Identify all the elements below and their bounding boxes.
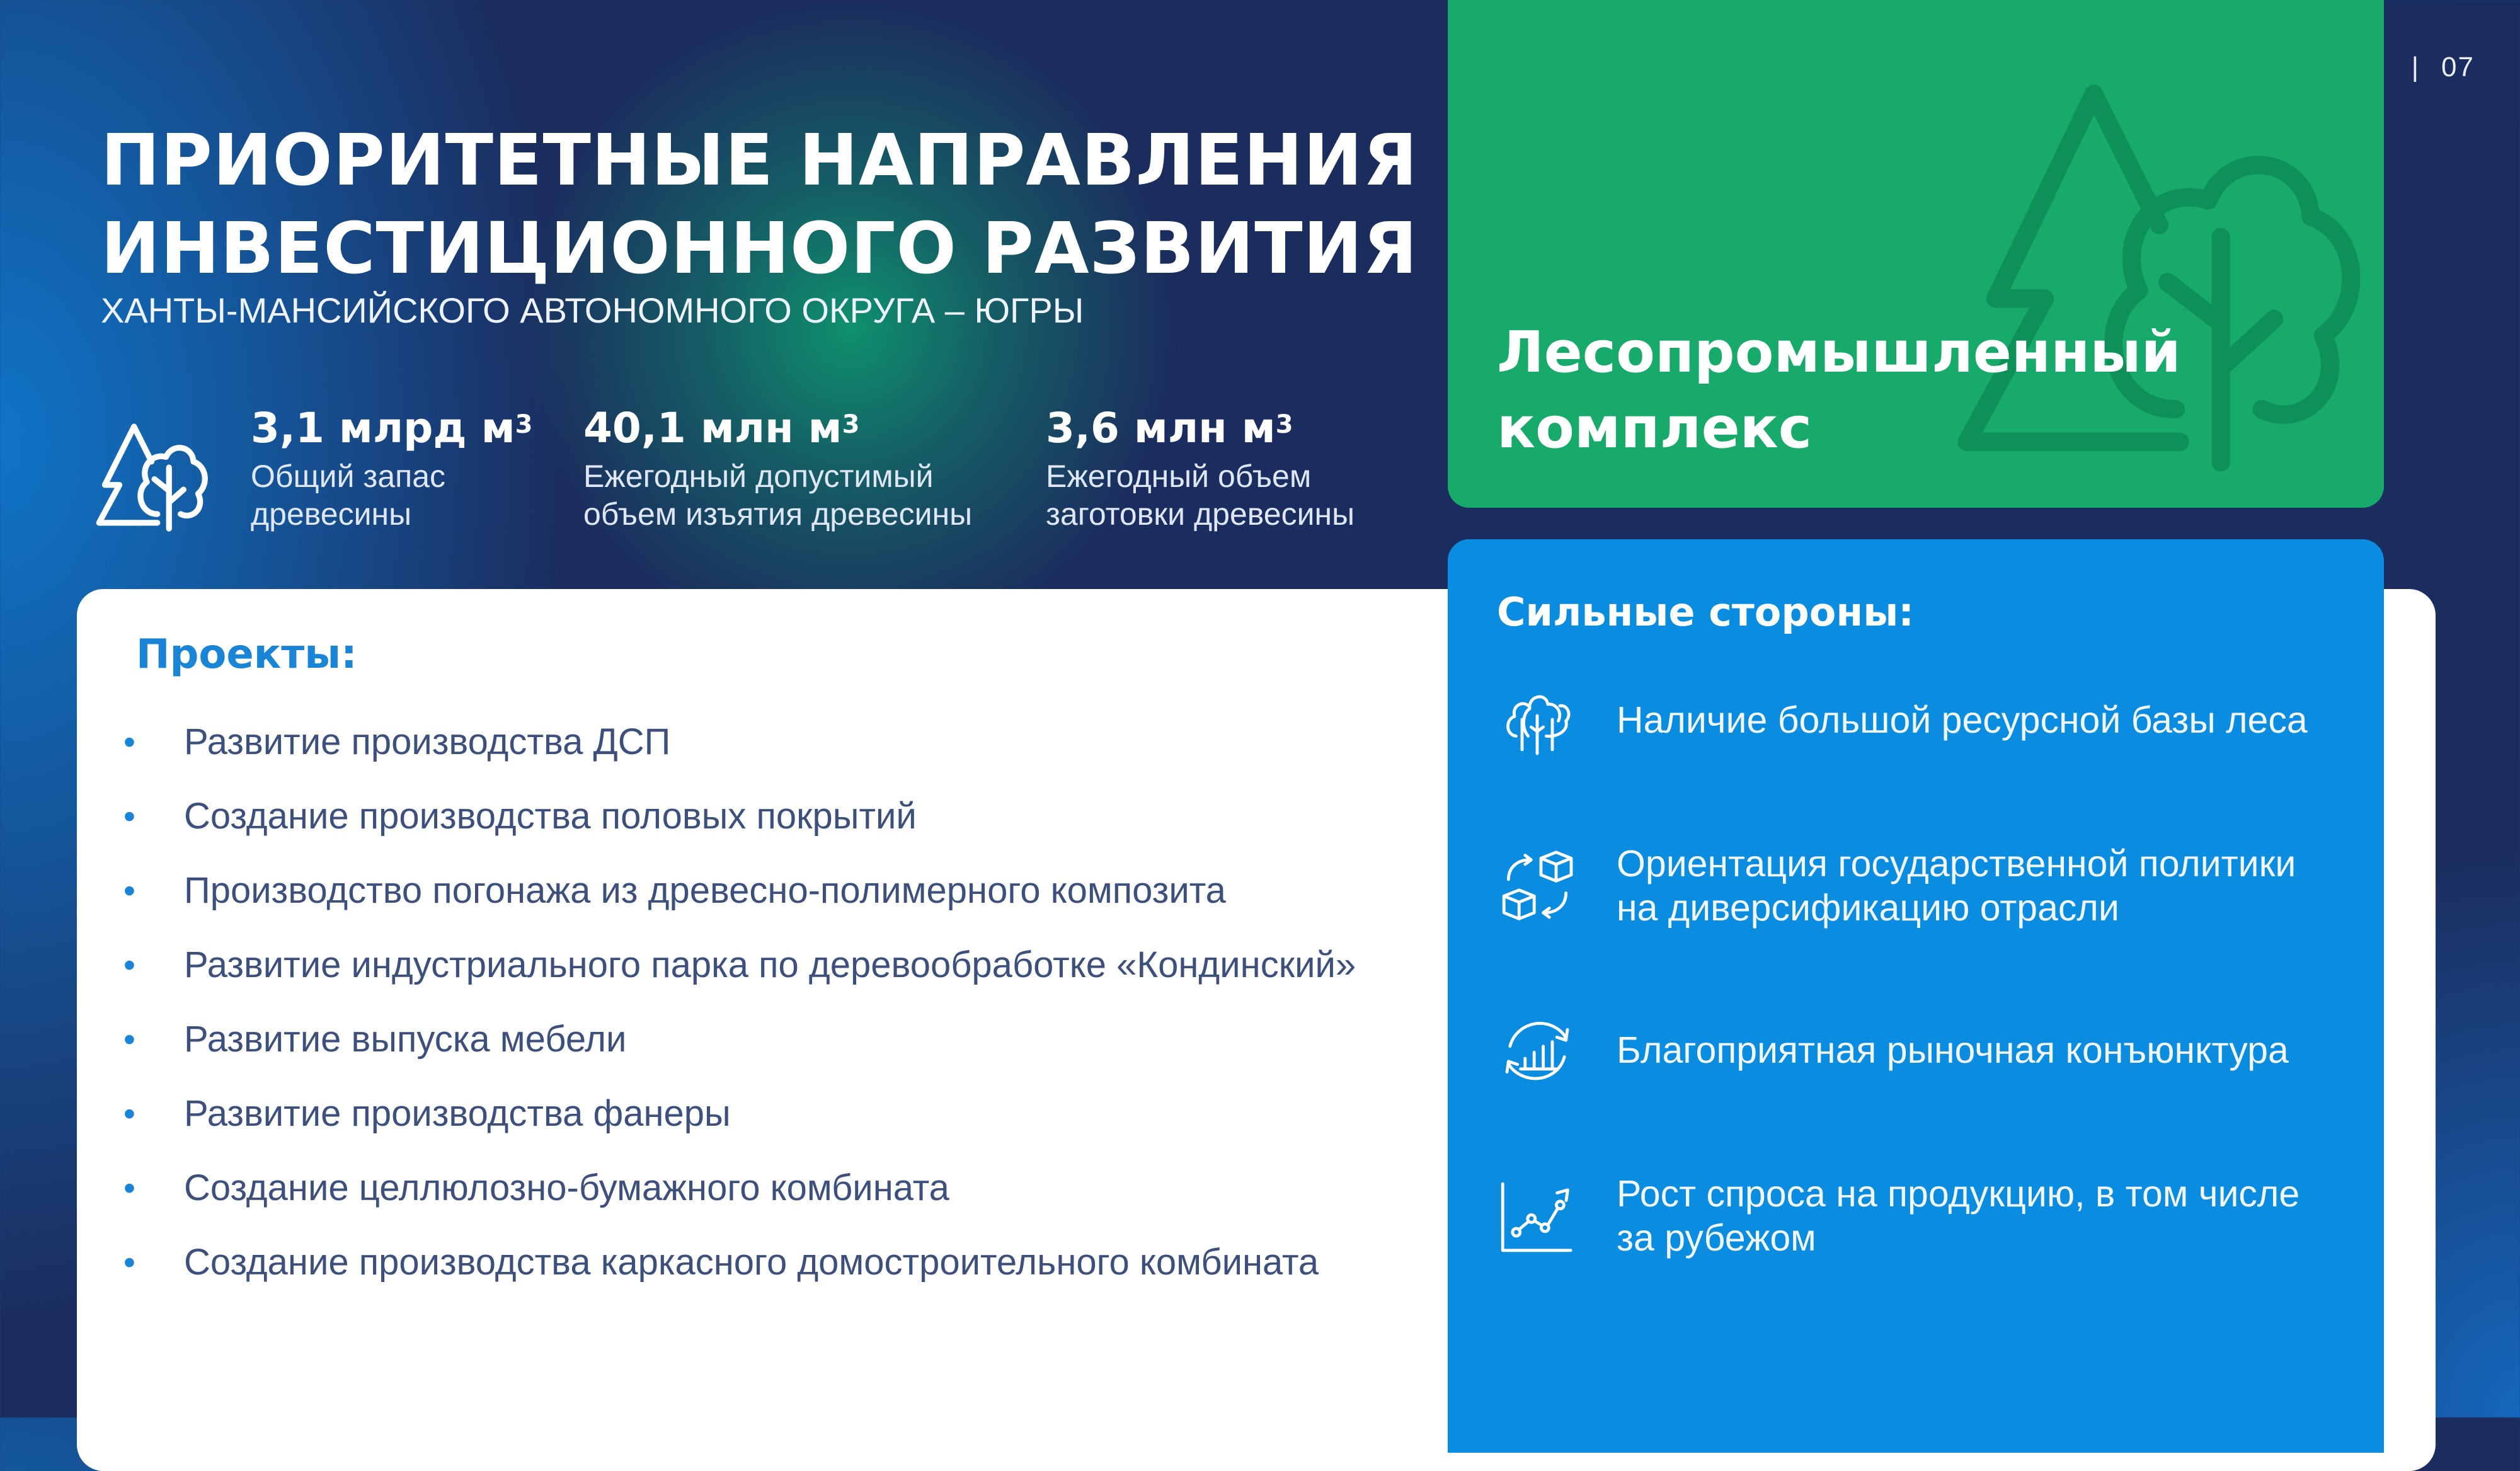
stat-label: Ежегодный объем заготовки древесины	[1046, 459, 1355, 532]
stat-value: 3,1 млрд $м^3$	[251, 404, 533, 452]
strengths-title: Сильные стороны:	[1497, 589, 1915, 635]
bullet: •	[123, 723, 135, 761]
bullet: •	[123, 946, 135, 984]
strength-item-2: Ориентация государственной политики на диверсификацию отрасли	[1617, 843, 2296, 929]
sector-title: Лесопромышленный комплекс	[1497, 319, 2181, 461]
stat-allowable-cut	[583, 403, 972, 533]
stat-label: Ежегодный допустимый объем изъятия древесины	[583, 459, 973, 532]
market-cycle-icon	[1499, 1013, 1575, 1089]
forest-icon	[1499, 682, 1575, 757]
page-number-separator: |	[2411, 52, 2420, 83]
list-item: • Создание производства половых покрытий	[123, 796, 917, 837]
stat-value: 40,1 млн $м^3$	[583, 404, 860, 452]
list-item: • Развитие производства фанеры	[123, 1093, 731, 1134]
bullet: •	[123, 872, 135, 910]
strength-item-3: Благоприятная рыночная конъюнктура	[1617, 1029, 2289, 1071]
page-title	[101, 117, 1418, 293]
page-subtitle: ХАНТЫ-МАНСИЙСКОГО АВТОНОМНОГО ОКРУГА – ЮГРЫ	[101, 290, 1084, 330]
stat-value: 3,6 млн $м^3$	[1046, 404, 1293, 452]
projects-title: Проекты:	[136, 631, 357, 678]
stat-annual-harvest	[1046, 403, 1354, 533]
page-number-value: 07	[2441, 52, 2475, 83]
list-item: • Развитие производства ДСП	[123, 721, 671, 762]
stat-label: Общий запас древесины	[251, 459, 446, 532]
page-number	[2412, 52, 2475, 83]
strength-item-4: Рост спроса на продукцию, в том числе за рубежом	[1617, 1173, 2300, 1259]
cubes-exchange-icon	[1499, 849, 1575, 925]
strengths-card	[1448, 539, 2384, 1453]
page-title-line2: ИНВЕСТИЦИОННОГО РАЗВИТИЯ	[101, 208, 1418, 290]
bullet: •	[123, 1095, 135, 1133]
list-item: • Развитие выпуска мебели	[123, 1019, 627, 1060]
bullet: •	[123, 1169, 135, 1207]
strength-item-1: Наличие большой ресурсной базы леса	[1617, 699, 2308, 741]
forest-trees-icon	[93, 421, 210, 537]
page-title-line1: ПРИОРИТЕТНЫЕ НАПРАВЛЕНИЯ	[101, 120, 1418, 202]
stat-timber-stock	[251, 403, 533, 533]
list-item: • Производство погонажа из древесно-полимерного композита	[123, 870, 1226, 911]
list-item: • Создание целлюлозно-бумажного комбината	[123, 1167, 949, 1208]
growth-chart-icon	[1498, 1179, 1574, 1255]
sector-card	[1448, 0, 2384, 508]
list-item: • Создание производства каркасного домостроительного комбината	[123, 1242, 1319, 1283]
bullet: •	[123, 1244, 135, 1281]
list-item: • Развитие индустриального парка по деревообработке «Кондинский»	[123, 944, 1356, 985]
bullet: •	[123, 1021, 135, 1058]
projects-list	[123, 723, 1434, 1318]
bullet: •	[123, 798, 135, 835]
